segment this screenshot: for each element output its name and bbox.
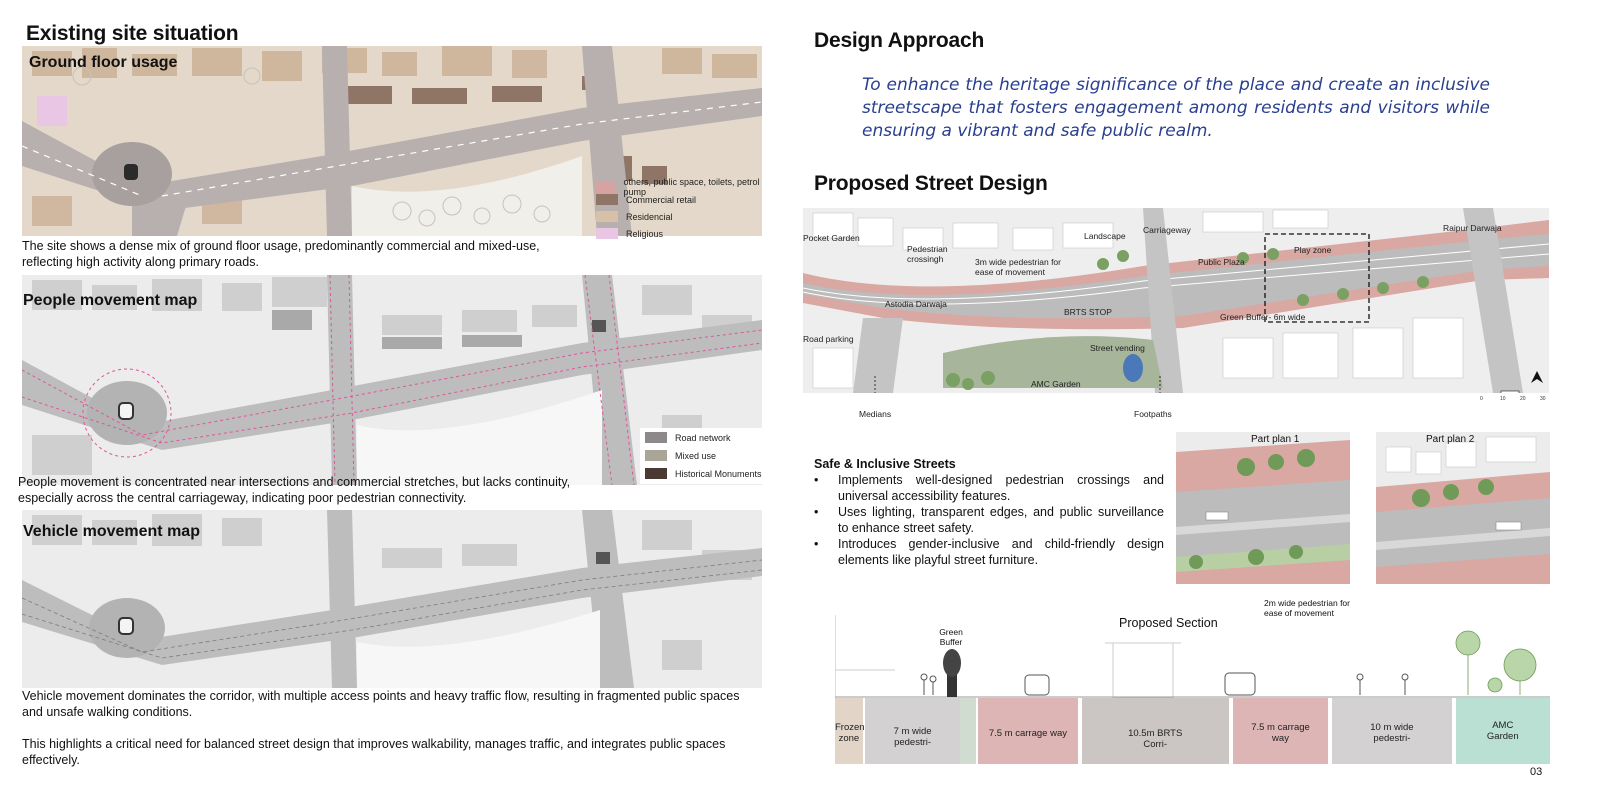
- legend-swatch: [596, 194, 618, 205]
- label-amc-garden: AMC Garden: [1031, 379, 1081, 389]
- scale-bar-ticks: [1480, 396, 1550, 404]
- legend-label: Religious: [626, 228, 664, 239]
- vehicle-movement-caption: Vehicle movement dominates the corridor, with multiple access points and heavy traffic flow, resulting in fragmented public spaces and unsafe walking conditions.: [22, 689, 740, 719]
- design-approach-title: Design Approach: [814, 29, 985, 52]
- label-3m-pedestrian: 3m wide pedestrian for ease of movement: [975, 257, 1061, 277]
- section-elevation: [835, 615, 1550, 698]
- section-segment: [960, 698, 976, 764]
- section-segment: [1332, 698, 1451, 764]
- list-item: • Implements well-designed pedestrian crossings and universal accessibility features.: [814, 472, 1164, 504]
- legend-label: Residencial: [626, 211, 673, 222]
- legend-label: Road network: [675, 432, 731, 443]
- label-green-buffer: Green Buffer- 6m wide: [1220, 312, 1306, 322]
- legend-swatch: [645, 468, 667, 479]
- scale-tick: 10: [1500, 396, 1506, 402]
- people-movement-legend: [640, 428, 764, 484]
- label-brts-stop: BRTS STOP: [1064, 307, 1112, 317]
- label-road-parking: Road parking: [803, 334, 854, 344]
- part-plan-2-graphic: [1376, 432, 1550, 584]
- section-segments: [835, 698, 1550, 764]
- section-elevation-graphic: [835, 615, 1550, 698]
- section-segment-label: 7.5 m carrage way: [1251, 722, 1310, 744]
- section-segment: [835, 698, 863, 764]
- section-segment-label: 7 m wide pedestri-: [893, 726, 932, 748]
- legend-label: Commercial retail: [626, 194, 697, 205]
- label-footpaths: Footpaths: [1134, 409, 1172, 419]
- part-plan-1-graphic: [1176, 432, 1350, 584]
- section-segment: [865, 698, 960, 764]
- proposed-street-title: Proposed Street Design: [814, 172, 1048, 195]
- legend-label: others, public space, toilets, petrol pump: [623, 177, 760, 197]
- scale-tick: 30: [1540, 396, 1546, 402]
- section-note-2m: 2m wide pedestrian for ease of movement: [1264, 598, 1350, 618]
- legend-label: Mixed use: [675, 450, 717, 461]
- part-plan-1-label: Part plan 1: [1251, 434, 1300, 445]
- list-item: • Introduces gender-inclusive and child-friendly design elements like playful street furniture.: [814, 536, 1164, 568]
- label-raipur-darwaja: Raipur Darwaja: [1443, 223, 1502, 233]
- page-number: 03: [1530, 766, 1543, 778]
- people-movement-caption: People movement is concentrated near intersections and commercial stretches, but lacks continuity, especially across the central carriageway, indicating poor pedestrian connectivity.: [18, 475, 571, 505]
- existing-site-title: Existing site situation: [26, 22, 239, 45]
- legend-swatch: [645, 432, 667, 443]
- conclusion-text: This highlights a critical need for balanced street design that improves walkability, manages traffic, and integrates public spaces effectively.: [22, 737, 726, 767]
- section-segment: [1456, 698, 1550, 764]
- legend-swatch: [596, 211, 618, 222]
- scale-tick: 20: [1520, 396, 1526, 402]
- safe-streets-title: Safe & Inclusive Streets: [814, 457, 956, 471]
- label-carriageway: Carriageway: [1143, 225, 1191, 235]
- section-segment: [1233, 698, 1328, 764]
- vehicle-movement-title: Vehicle movement map: [23, 523, 200, 540]
- ground-floor-caption: The site shows a dense mix of ground floor usage, predominantly commercial and mixed-use, reflecting high activity along primary roads.: [22, 239, 540, 269]
- legend-swatch: [596, 228, 618, 239]
- part-plan-2-label: Part plan 2: [1426, 434, 1475, 445]
- people-movement-title: People movement map: [23, 292, 198, 309]
- label-play-zone: Play zone: [1294, 245, 1332, 255]
- section-segment: [978, 698, 1077, 764]
- section-segment-label: 7.5 m carrage way: [988, 728, 1067, 739]
- label-pocket-garden: Pocket Garden: [803, 233, 860, 243]
- section-segment-label: 10.5m BRTS Corri-: [1128, 728, 1183, 750]
- label-street-vending: Street vending: [1090, 343, 1145, 353]
- label-astodia-darwaja: Astodia Darwaja: [885, 299, 947, 309]
- safe-streets-list: [814, 472, 1164, 568]
- legend-swatch: [645, 450, 667, 461]
- scale-tick: 0: [1480, 396, 1483, 402]
- section-green-buffer-label: Green Buffer: [939, 627, 963, 647]
- label-pedestrian-crossing: Pedestrian crossingh: [907, 244, 948, 264]
- part-plan-2-map: [1376, 432, 1550, 584]
- section-segment-label: Frozen zone: [835, 722, 865, 744]
- label-medians: Medians: [859, 409, 892, 419]
- section-segment-label: AMC Garden: [1486, 720, 1519, 742]
- section-title: Proposed Section: [1119, 616, 1218, 630]
- section-segment-label: 10 m wide pedestri-: [1370, 722, 1414, 744]
- section-segment: [1082, 698, 1229, 764]
- ground-floor-title: Ground floor usage: [29, 54, 178, 71]
- part-plan-1-map: [1176, 432, 1350, 584]
- design-approach-text: To enhance the heritage significance of the place and create an inclusive streetscape that fosters engagement among residents and visitors while ensuring a vibrant and safe public realm.: [862, 75, 1490, 141]
- ground-floor-legend: [596, 172, 766, 244]
- label-public-plaza: Public Plaza: [1198, 257, 1245, 267]
- legend-swatch: [596, 182, 615, 193]
- list-item: • Uses lighting, transparent edges, and public surveillance to enhance street safety.: [814, 504, 1164, 536]
- label-landscape: Landscape: [1084, 231, 1126, 241]
- legend-label: Historical Monuments: [675, 468, 762, 479]
